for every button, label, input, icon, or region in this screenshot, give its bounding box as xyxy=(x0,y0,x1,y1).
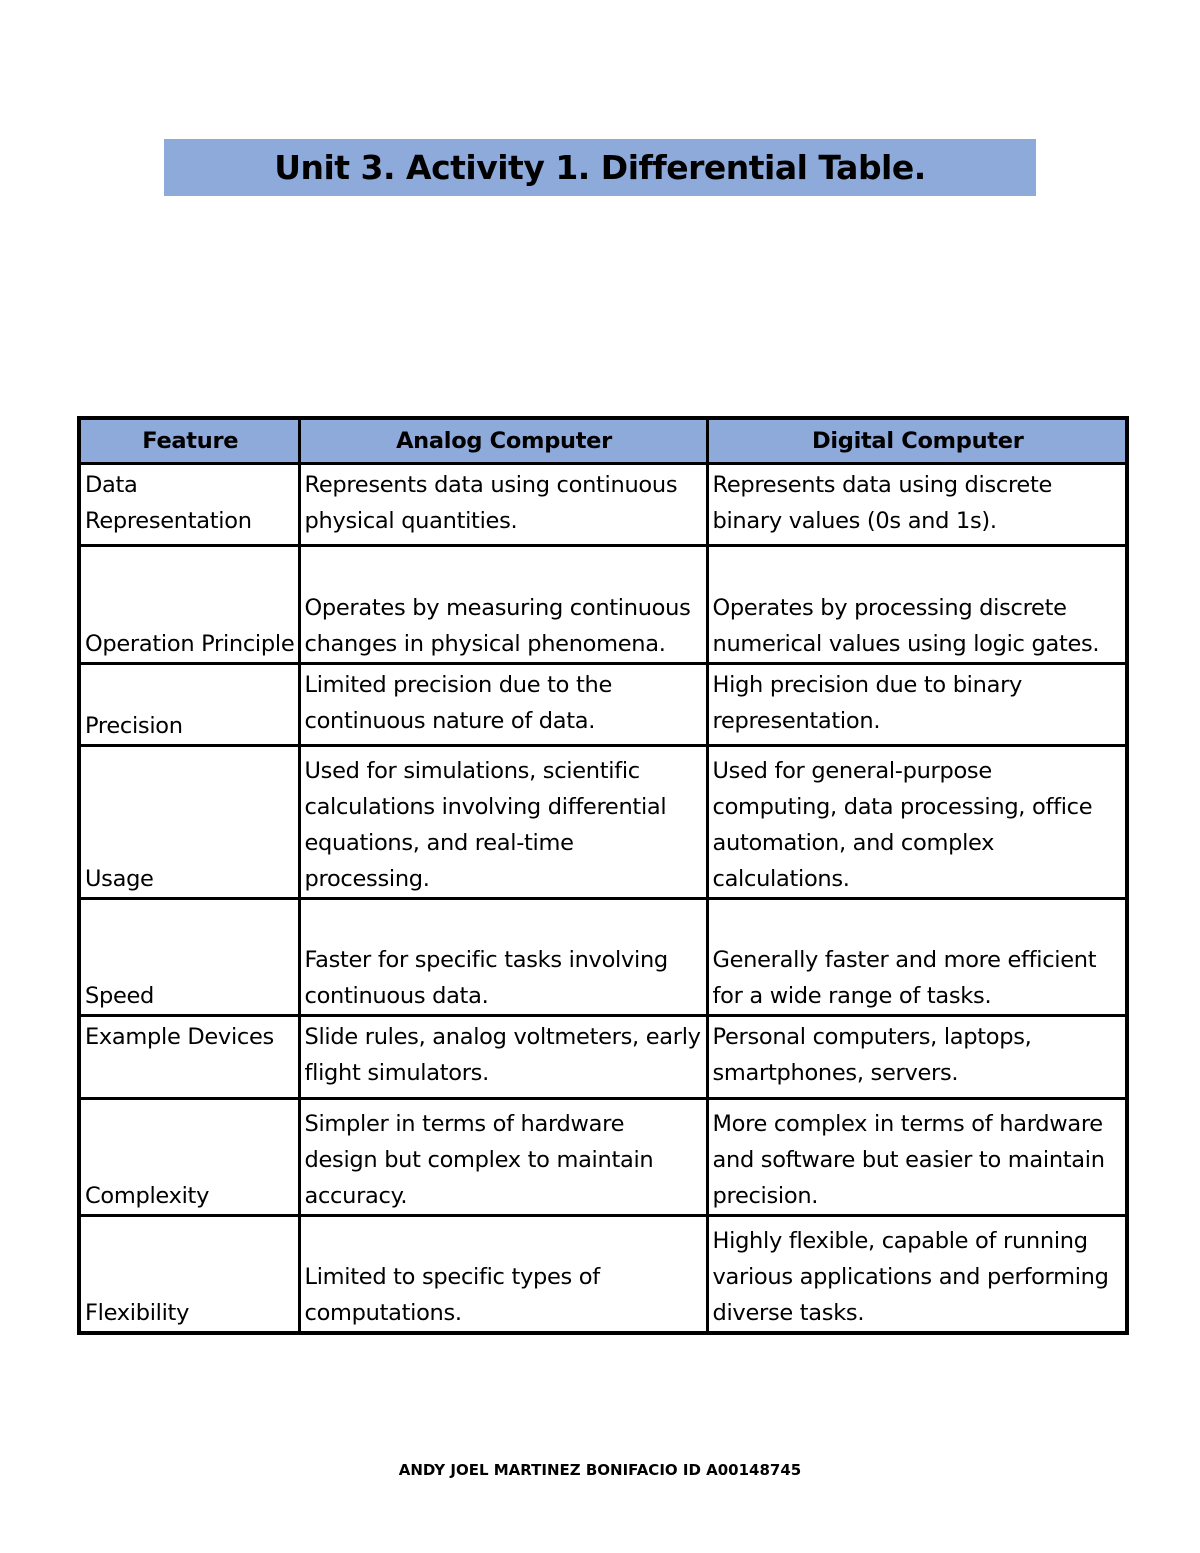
analog-cell: Faster for specific tasks involving continuous data. xyxy=(299,899,707,1016)
differential-table-container xyxy=(77,416,1125,1335)
page-title: Unit 3. Activity 1. Differential Table. xyxy=(274,148,926,187)
feature-cell: Flexibility xyxy=(79,1216,299,1334)
title-banner xyxy=(164,139,1036,196)
feature-cell: Operation Principle xyxy=(79,546,299,664)
analog-cell: Slide rules, analog voltmeters, early flight simulators. xyxy=(299,1016,707,1099)
table-row xyxy=(79,546,1127,664)
table-row xyxy=(79,899,1127,1016)
analog-cell: Simpler in terms of hardware design but complex to maintain accuracy. xyxy=(299,1099,707,1216)
table-row xyxy=(79,1016,1127,1099)
analog-cell: Represents data using continuous physical quantities. xyxy=(299,464,707,546)
differential-table xyxy=(77,416,1129,1335)
digital-cell: Represents data using discrete binary values (0s and 1s). xyxy=(707,464,1127,546)
table-row xyxy=(79,1216,1127,1334)
digital-cell: High precision due to binary representation. xyxy=(707,664,1127,746)
table-row xyxy=(79,664,1127,746)
analog-cell: Operates by measuring continuous changes in physical phenomena. xyxy=(299,546,707,664)
digital-cell: Used for general-purpose computing, data processing, office automation, and complex calculations. xyxy=(707,746,1127,899)
header-feature: Feature xyxy=(79,418,299,464)
table-row xyxy=(79,1099,1127,1216)
feature-cell: Precision xyxy=(79,664,299,746)
digital-cell: Operates by processing discrete numerical values using logic gates. xyxy=(707,546,1127,664)
author-footer: ANDY JOEL MARTINEZ BONIFACIO ID A00148745 xyxy=(398,1461,802,1479)
header-digital-computer: Digital Computer xyxy=(707,418,1127,464)
feature-cell: Usage xyxy=(79,746,299,899)
digital-cell: Personal computers, laptops, smartphones, servers. xyxy=(707,1016,1127,1099)
table-row xyxy=(79,464,1127,546)
analog-cell: Limited precision due to the continuous nature of data. xyxy=(299,664,707,746)
digital-cell: More complex in terms of hardware and software but easier to maintain precision. xyxy=(707,1099,1127,1216)
digital-cell: Generally faster and more efficient for a wide range of tasks. xyxy=(707,899,1127,1016)
feature-cell: Complexity xyxy=(79,1099,299,1216)
table-header-row xyxy=(79,418,1127,464)
header-analog-computer: Analog Computer xyxy=(299,418,707,464)
table-row xyxy=(79,746,1127,899)
analog-cell: Used for simulations, scientific calculations involving differential equations, and real-time processing. xyxy=(299,746,707,899)
digital-cell: Highly flexible, capable of running various applications and performing diverse tasks. xyxy=(707,1216,1127,1334)
feature-cell: Speed xyxy=(79,899,299,1016)
feature-cell: Example Devices xyxy=(79,1016,299,1099)
feature-cell: Data Representation xyxy=(79,464,299,546)
analog-cell: Limited to specific types of computations. xyxy=(299,1216,707,1334)
